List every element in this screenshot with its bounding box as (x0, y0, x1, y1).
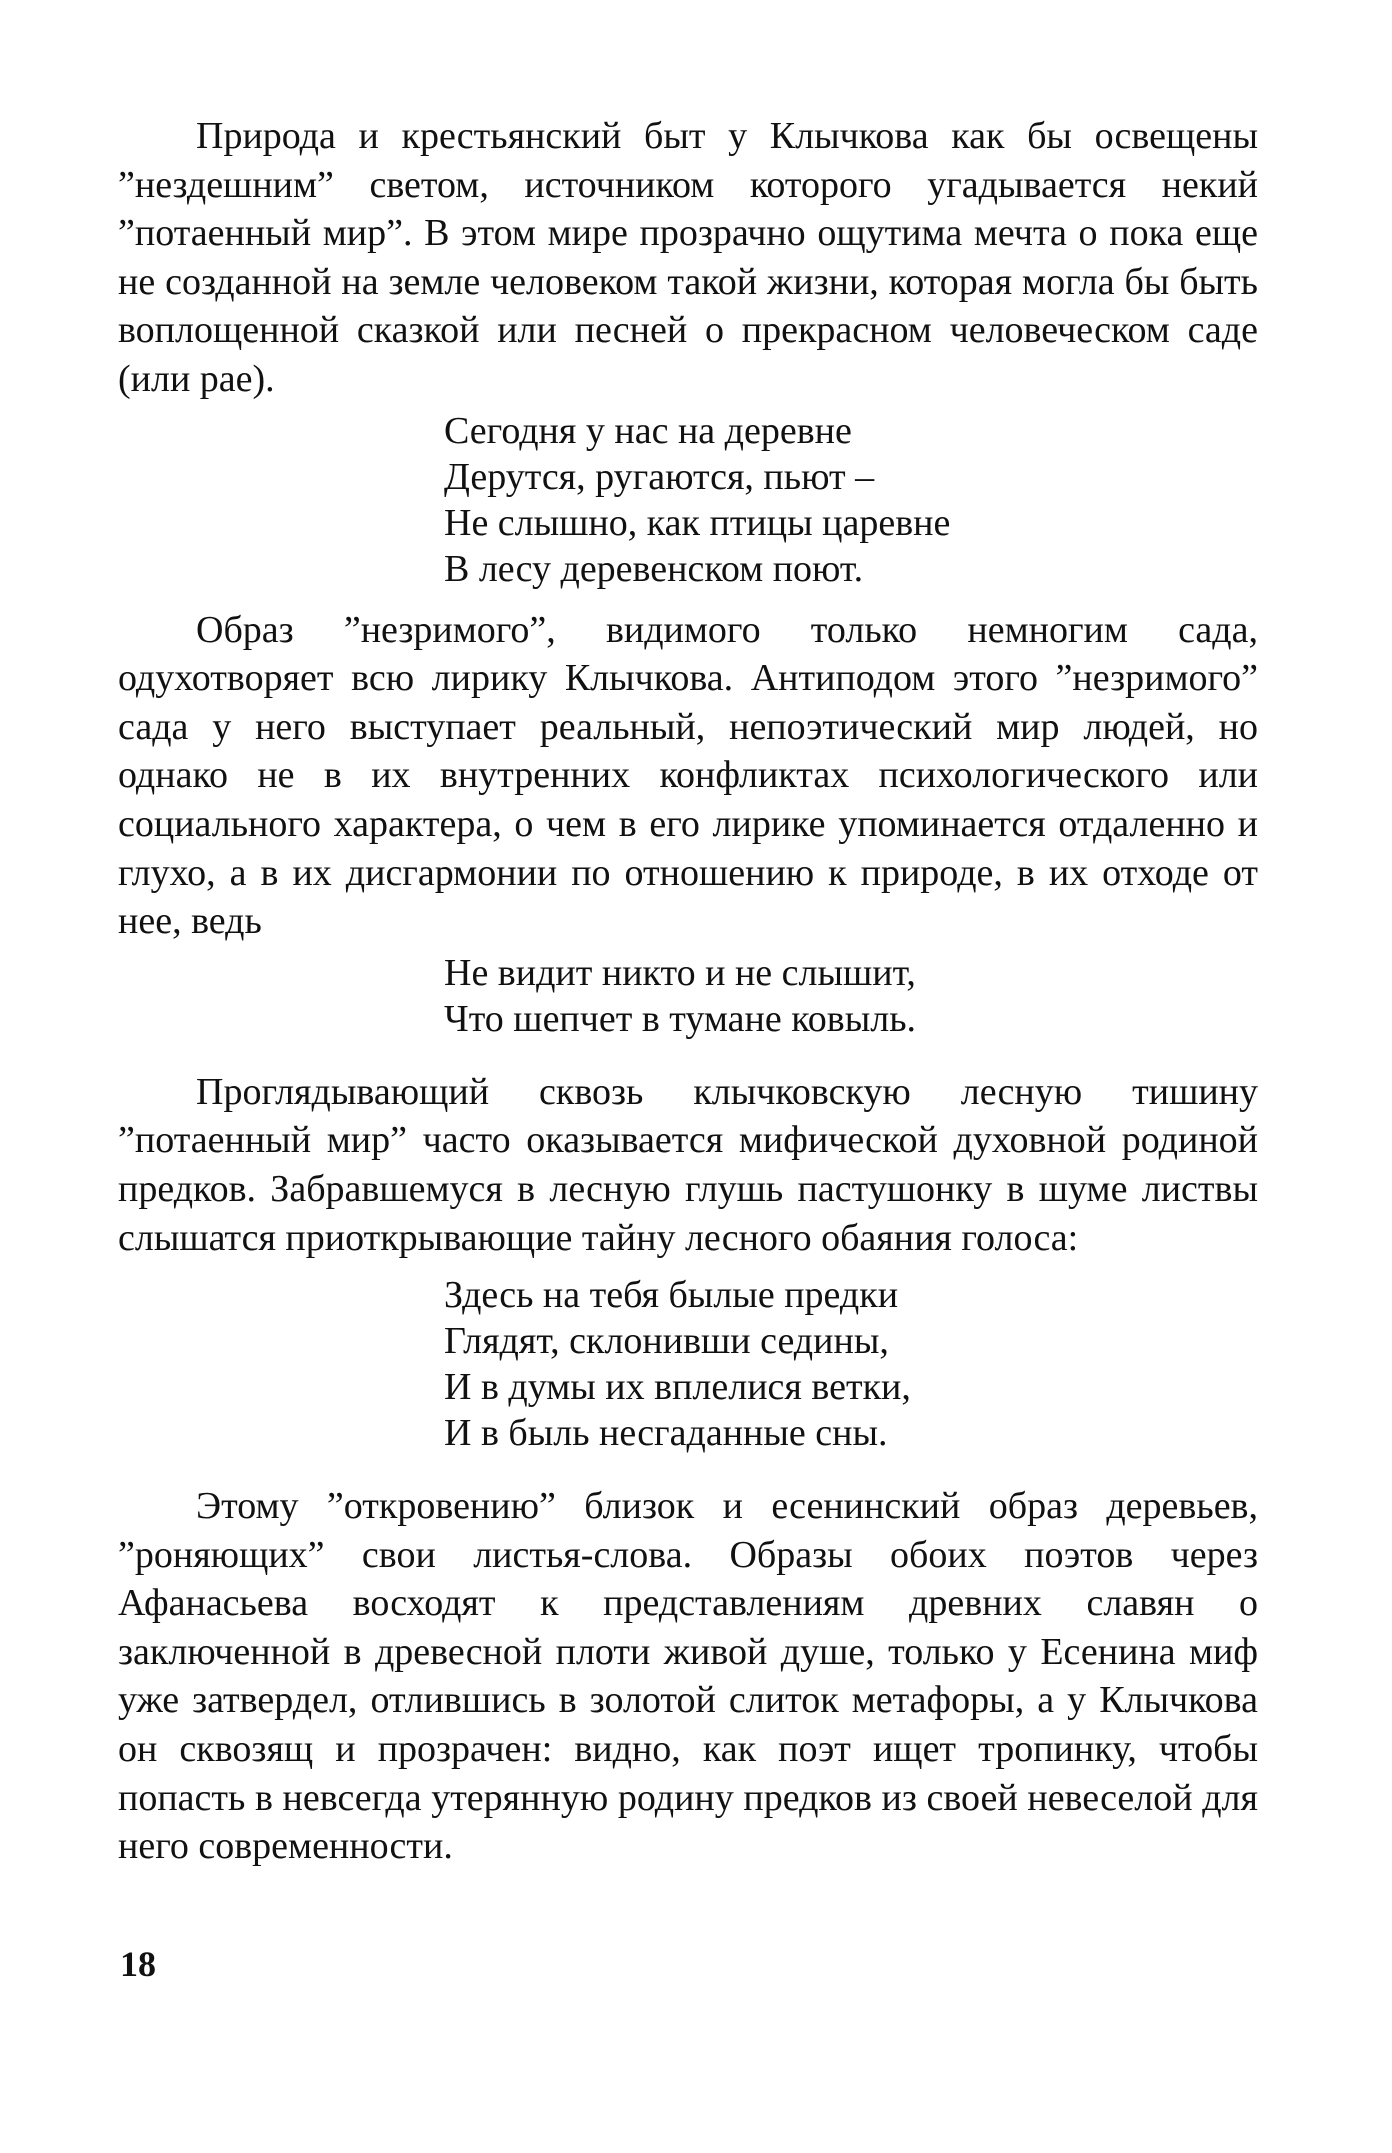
verse-line: Здесь на тебя былые предки (444, 1274, 899, 1317)
verse-line: Глядят, склонивши седины, (444, 1320, 889, 1363)
verse-line: И в думы их вплелися ветки, (444, 1366, 911, 1409)
verse-line: В лесу деревенском поют. (444, 547, 864, 590)
page-body (118, 112, 1258, 1871)
paragraph: Природа и крестьянский быт у Клычкова как бы освещены ”нездешним” светом, источником которого угадывается некий ”потаенный мир”. В этом мире прозрачно ощутима мечта о пока еще не созданной на земле человеком такой жизни, которая могла бы быть воплощенной сказкой или песней о прекрасном человеческом саде (или рае). (118, 115, 1258, 400)
verse-line: Не слышно, как птицы царевне (444, 501, 951, 544)
paragraph: Этому ”откровению” близок и есенинский образ деревьев, ”роняющих” свои листья-слова. Образы обоих поэтов через Афанасьева восходят к представлениям древних славян о заключенной в древесной плоти живой душе, только у Есенина миф уже затвердел, отлившись в золотой слиток метафоры, а у Клычкова он сквозящ и прозрачен: видно, как поэт ищет тропинку, чтобы попасть в невсегда утерянную родину предков из своей невеселой для него современности. (118, 1485, 1258, 1868)
verse-quote (118, 408, 1258, 592)
verse-line: Сегодня у нас на деревне (444, 409, 852, 452)
page-number: 18 (120, 1944, 156, 1984)
paragraph: Образ ”незримого”, видимого только немногим сада, одухотворяет всю лирику Клычкова. Антиподом этого ”незримого” сада у него выступает реальный, непоэтический мир людей, но однако не в их внутренних конфликтах психологического или социального характера, о чем в его лирике упоминается отдаленно и глухо, а в их дисгармонии по отношению к природе, в их отходе от нее, ведь (118, 608, 1258, 943)
verse-line: Что шепчет в тумане ковыль. (444, 997, 917, 1040)
paragraph: Проглядывающий сквозь клычковскую лесную тишину ”потаенный мир” часто оказывается мифической духовной родиной предков. Забравшемуся в лесную глушь пастушонку в шуме листвы слышатся приоткрывающие тайну лесного обаяния голоса: (118, 1070, 1258, 1259)
verse-line: Не видит никто и не слышит, (444, 951, 916, 994)
verse-line: И в быль несгаданные сны. (444, 1412, 888, 1455)
verse-line: Дерутся, ругаются, пьют – (444, 455, 875, 498)
verse-quote (118, 1272, 1258, 1456)
verse-quote (118, 950, 1258, 1042)
